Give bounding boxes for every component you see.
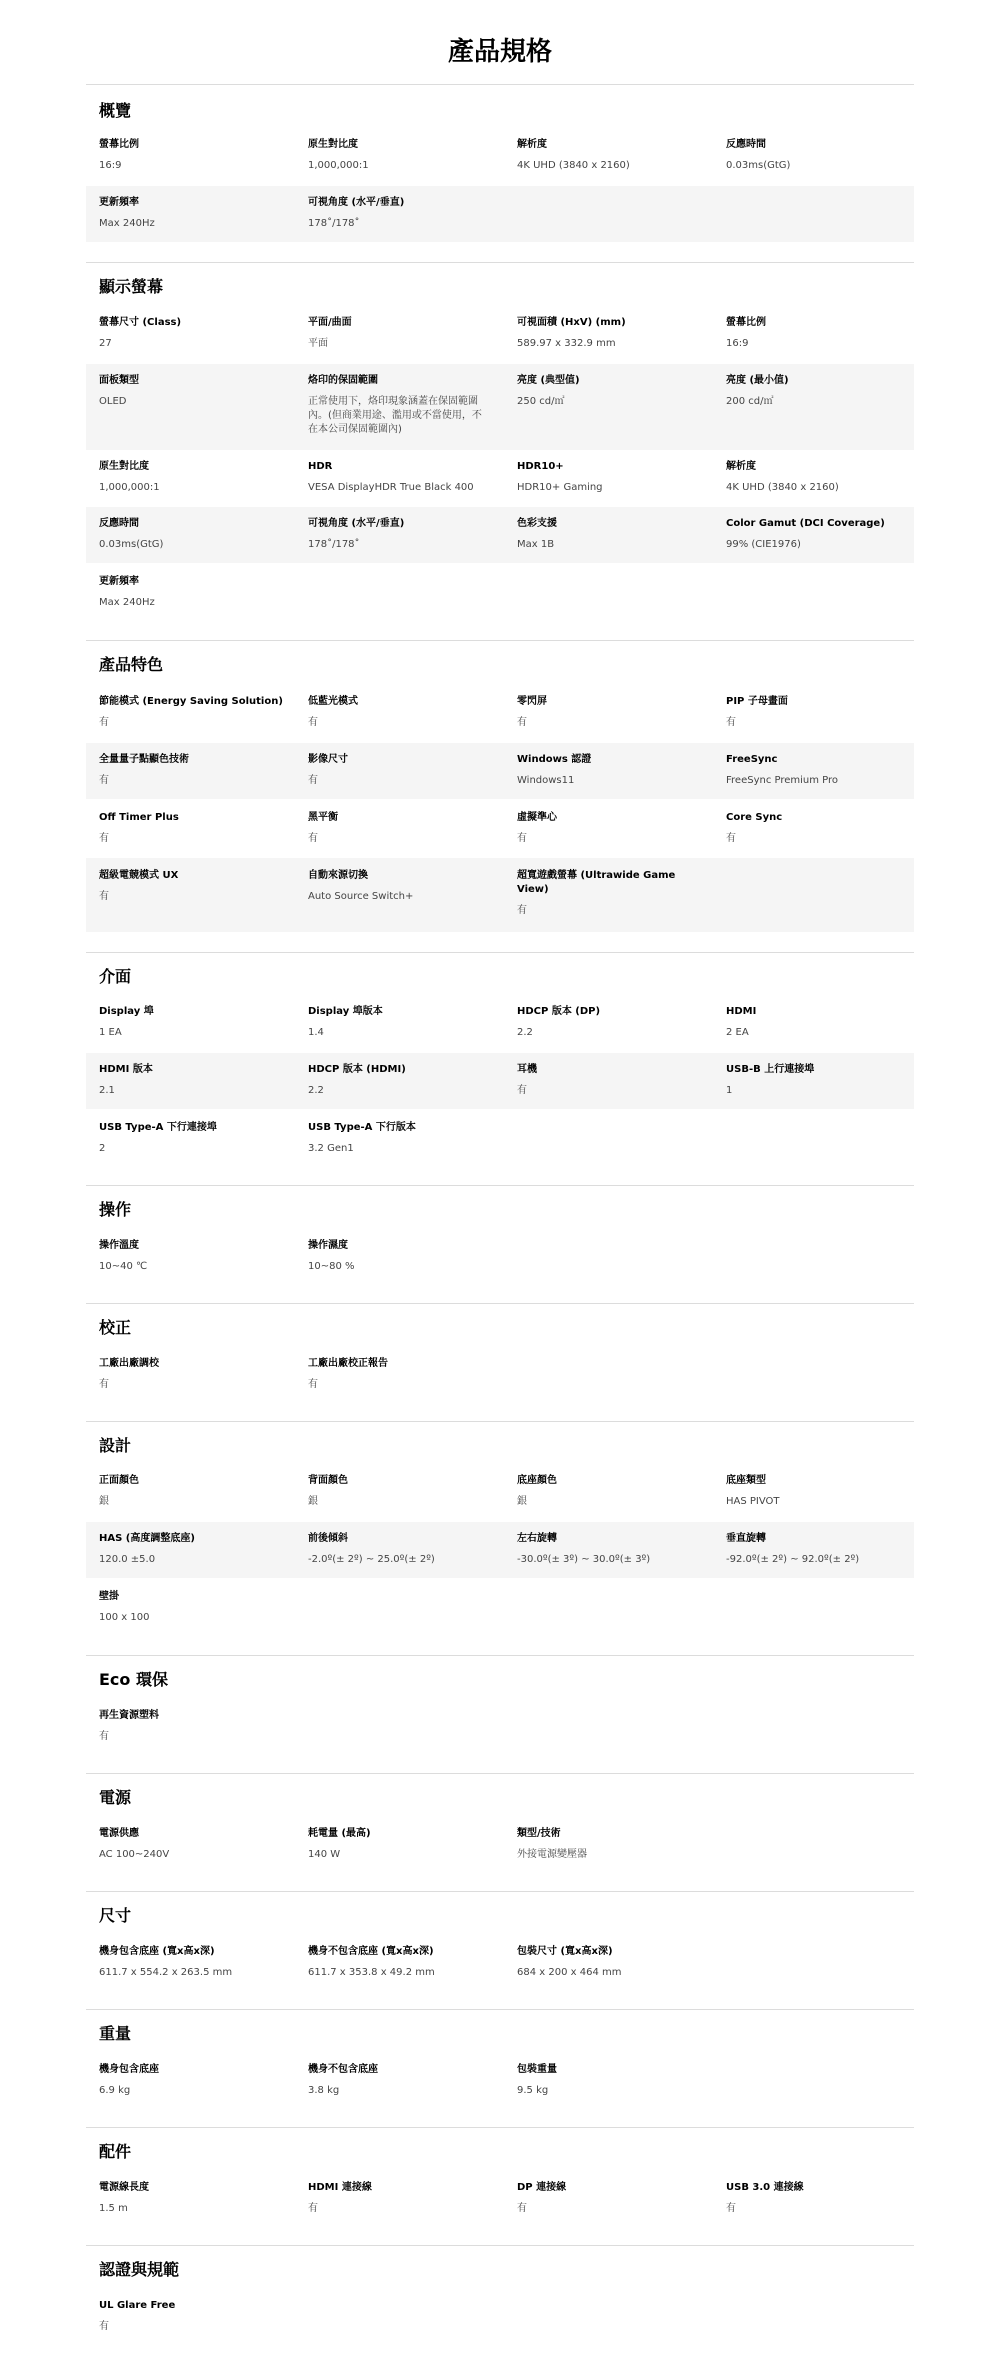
spec-item bbox=[308, 196, 508, 231]
section-title-operation: 操作 bbox=[99, 1200, 132, 1219]
spec-value: -30.0º(± 3º) ~ 30.0º(± 3º) bbox=[517, 1554, 651, 1565]
spec-value: 16:9 bbox=[726, 338, 749, 349]
spec-item bbox=[99, 460, 299, 495]
spec-value: HDR10+ Gaming bbox=[517, 482, 603, 493]
spec-value: 0.03ms(GtG) bbox=[726, 160, 791, 171]
spec-item bbox=[726, 1063, 926, 1098]
spec-item bbox=[726, 138, 926, 173]
spec-value: 200 cd/㎡ bbox=[726, 396, 774, 407]
spec-item bbox=[308, 1532, 508, 1567]
spec-label: HDCP 版本 (DP) bbox=[517, 1006, 601, 1017]
spec-value: 1 EA bbox=[99, 1027, 122, 1038]
spec-label: 全量量子點顯色技術 bbox=[99, 754, 189, 765]
spec-label: 左右旋轉 bbox=[517, 1533, 557, 1544]
spec-item bbox=[726, 374, 926, 409]
spec-item bbox=[726, 2181, 926, 2216]
spec-value: 有 bbox=[308, 1379, 318, 1390]
spec-item bbox=[517, 1005, 717, 1040]
spec-item bbox=[308, 138, 508, 173]
spec-item bbox=[99, 1590, 299, 1625]
spec-label: 原生對比度 bbox=[99, 461, 149, 472]
spec-label: Off Timer Plus bbox=[99, 812, 179, 823]
spec-label: 節能模式 (Energy Saving Solution) bbox=[99, 696, 283, 707]
divider bbox=[86, 2245, 914, 2246]
divider bbox=[86, 640, 914, 641]
spec-item bbox=[517, 316, 717, 351]
spec-item bbox=[308, 811, 508, 846]
spec-item bbox=[308, 753, 508, 788]
spec-value: 684 x 200 x 464 mm bbox=[517, 1967, 622, 1978]
spec-label: 壁掛 bbox=[99, 1591, 119, 1602]
spec-label: 亮度 (典型值) bbox=[517, 375, 580, 386]
spec-label: 虛擬準心 bbox=[517, 812, 557, 823]
spec-label: HDMI 連接線 bbox=[308, 2182, 372, 2193]
spec-label: 正面顏色 bbox=[99, 1475, 139, 1486]
spec-label: 可視角度 (水平/垂直) bbox=[308, 197, 405, 208]
spec-item bbox=[517, 517, 717, 552]
divider bbox=[86, 1773, 914, 1774]
spec-item bbox=[308, 316, 508, 351]
spec-label: HDMI 版本 bbox=[99, 1064, 153, 1075]
spec-item bbox=[99, 1121, 299, 1156]
spec-item bbox=[517, 869, 717, 918]
spec-value: 140 W bbox=[308, 1849, 341, 1860]
spec-value: Windows11 bbox=[517, 775, 575, 786]
section-title-features: 產品特色 bbox=[99, 655, 164, 674]
spec-value: 99% (CIE1976) bbox=[726, 539, 801, 550]
spec-item bbox=[308, 374, 508, 437]
spec-label: 工廠出廠校正報告 bbox=[308, 1358, 388, 1369]
divider bbox=[86, 2009, 914, 2010]
spec-label: 包裝重量 bbox=[517, 2064, 557, 2075]
spec-value: 2 bbox=[99, 1143, 106, 1154]
spec-value: 4K UHD (3840 x 2160) bbox=[517, 160, 630, 171]
divider bbox=[86, 262, 914, 263]
spec-value: 1,000,000:1 bbox=[308, 160, 369, 171]
spec-value: 銀 bbox=[517, 1496, 527, 1507]
spec-value: 外接電源變壓器 bbox=[517, 1849, 587, 1860]
spec-value: 有 bbox=[517, 717, 527, 728]
spec-label: 反應時間 bbox=[99, 518, 139, 529]
spec-label: 包裝尺寸 (寬x高x深) bbox=[517, 1946, 613, 1957]
spec-value: 有 bbox=[517, 1085, 527, 1096]
spec-value: 有 bbox=[99, 717, 109, 728]
spec-label: 反應時間 bbox=[726, 139, 766, 150]
spec-item bbox=[517, 138, 717, 173]
spec-value: 4K UHD (3840 x 2160) bbox=[726, 482, 839, 493]
spec-item bbox=[726, 1532, 926, 1567]
spec-label: 更新頻率 bbox=[99, 197, 139, 208]
spec-label: HDMI bbox=[726, 1006, 757, 1017]
spec-item bbox=[99, 1239, 299, 1274]
spec-label: 解析度 bbox=[517, 139, 547, 150]
spec-item bbox=[308, 1357, 508, 1392]
spec-value: Max 240Hz bbox=[99, 597, 155, 608]
spec-item bbox=[308, 517, 508, 552]
spec-label: 可視角度 (水平/垂直) bbox=[308, 518, 405, 529]
spec-label: 烙印的保固範圍 bbox=[308, 375, 378, 386]
spec-value: 0.03ms(GtG) bbox=[99, 539, 164, 550]
spec-item bbox=[726, 1474, 926, 1509]
spec-value: AC 100~240V bbox=[99, 1849, 170, 1860]
spec-value: 有 bbox=[99, 775, 109, 786]
spec-item bbox=[99, 575, 299, 610]
spec-value: 2.2 bbox=[308, 1085, 324, 1096]
spec-value: 611.7 x 353.8 x 49.2 mm bbox=[308, 1967, 435, 1978]
spec-value: Max 240Hz bbox=[99, 218, 155, 229]
spec-value: OLED bbox=[99, 396, 127, 407]
section-title-accessories: 配件 bbox=[99, 2142, 132, 2161]
spec-item bbox=[99, 1945, 299, 1980]
spec-item bbox=[517, 1063, 717, 1098]
spec-item bbox=[517, 2181, 717, 2216]
spec-item bbox=[308, 2181, 508, 2216]
spec-label: USB Type-A 下行連接埠 bbox=[99, 1122, 217, 1133]
spec-label: 螢幕比例 bbox=[99, 139, 139, 150]
spec-value: 9.5 kg bbox=[517, 2085, 549, 2096]
spec-value: 3.8 kg bbox=[308, 2085, 340, 2096]
spec-item bbox=[99, 1005, 299, 1040]
spec-value: 有 bbox=[517, 905, 527, 916]
spec-value: VESA DisplayHDR True Black 400 bbox=[308, 482, 474, 493]
spec-label: 原生對比度 bbox=[308, 139, 358, 150]
spec-label: 底座顏色 bbox=[517, 1475, 557, 1486]
spec-label: Windows 認證 bbox=[517, 754, 592, 765]
spec-value: 3.2 Gen1 bbox=[308, 1143, 354, 1154]
spec-value: 27 bbox=[99, 338, 112, 349]
spec-value: 589.97 x 332.9 mm bbox=[517, 338, 616, 349]
spec-label: 超寬遊戲螢幕 (Ultrawide Game View) bbox=[517, 870, 676, 895]
spec-item bbox=[726, 695, 926, 730]
spec-value: 平面 bbox=[308, 338, 328, 349]
spec-label: 耗電量 (最高) bbox=[308, 1828, 371, 1839]
spec-value: 100 x 100 bbox=[99, 1612, 150, 1623]
spec-item bbox=[308, 1239, 508, 1274]
spec-value: 6.9 kg bbox=[99, 2085, 131, 2096]
spec-label: 機身不包含底座 (寬x高x深) bbox=[308, 1946, 434, 1957]
spec-value: 有 bbox=[308, 833, 318, 844]
spec-value: 2.1 bbox=[99, 1085, 115, 1096]
spec-item bbox=[517, 753, 717, 788]
spec-label: UL Glare Free bbox=[99, 2300, 176, 2311]
spec-value: 250 cd/㎡ bbox=[517, 396, 565, 407]
spec-value: 有 bbox=[726, 833, 736, 844]
spec-label: USB-B 上行連接埠 bbox=[726, 1064, 815, 1075]
spec-value: 有 bbox=[726, 2203, 736, 2214]
spec-item bbox=[308, 1827, 508, 1862]
spec-value: FreeSync Premium Pro bbox=[726, 775, 839, 786]
spec-value: 銀 bbox=[99, 1496, 109, 1507]
spec-label: USB Type-A 下行版本 bbox=[308, 1122, 416, 1133]
spec-label: 更新頻率 bbox=[99, 576, 139, 587]
divider bbox=[86, 1891, 914, 1892]
spec-item bbox=[99, 1827, 299, 1862]
spec-value: 有 bbox=[517, 2203, 527, 2214]
spec-value: 1 bbox=[726, 1085, 733, 1096]
spec-value: -2.0º(± 2º) ~ 25.0º(± 2º) bbox=[308, 1554, 435, 1565]
spec-label: 機身包含底座 (寬x高x深) bbox=[99, 1946, 215, 1957]
spec-item bbox=[517, 1532, 717, 1567]
spec-item bbox=[517, 811, 717, 846]
divider bbox=[86, 1421, 914, 1422]
spec-value: 有 bbox=[99, 1731, 109, 1742]
spec-item bbox=[308, 1121, 508, 1156]
spec-label: DP 連接線 bbox=[517, 2182, 567, 2193]
divider bbox=[86, 1303, 914, 1304]
spec-value: 有 bbox=[517, 833, 527, 844]
spec-label: 操作溫度 bbox=[99, 1240, 139, 1251]
spec-item bbox=[308, 695, 508, 730]
spec-value: 1.4 bbox=[308, 1027, 324, 1038]
spec-label: 自動來源切換 bbox=[308, 870, 368, 881]
spec-item bbox=[99, 1474, 299, 1509]
spec-label: 超級電競模式 UX bbox=[99, 870, 179, 881]
spec-label: 操作濕度 bbox=[308, 1240, 348, 1251]
spec-value: Max 1B bbox=[517, 539, 555, 550]
spec-label: 底座類型 bbox=[726, 1475, 766, 1486]
spec-item bbox=[99, 196, 299, 231]
spec-label: 工廠出廠調校 bbox=[99, 1358, 159, 1369]
section-title-eco: Eco 環保 bbox=[99, 1670, 168, 1689]
spec-label: Core Sync bbox=[726, 812, 783, 823]
section-title-interface: 介面 bbox=[99, 967, 132, 986]
spec-value: -92.0º(± 2º) ~ 92.0º(± 2º) bbox=[726, 1554, 860, 1565]
spec-label: 平面/曲面 bbox=[308, 317, 352, 328]
spec-item bbox=[517, 1474, 717, 1509]
spec-value: 611.7 x 554.2 x 263.5 mm bbox=[99, 1967, 233, 1978]
spec-value: HAS PIVOT bbox=[726, 1496, 780, 1507]
spec-value: 178˚/178˚ bbox=[308, 218, 360, 229]
spec-value: 正常使用下，烙印現象涵蓋在保固範圍內。(但商業用途、濫用或不當使用，不在本公司保固範圍內) bbox=[308, 396, 482, 435]
spec-item bbox=[517, 374, 717, 409]
spec-label: Display 埠版本 bbox=[308, 1006, 383, 1017]
spec-item bbox=[308, 1005, 508, 1040]
spec-item bbox=[99, 869, 299, 904]
spec-label: 前後傾斜 bbox=[308, 1533, 348, 1544]
spec-label: USB 3.0 連接線 bbox=[726, 2182, 804, 2193]
spec-label: 螢幕尺寸 (Class) bbox=[99, 317, 182, 328]
spec-value: 2 EA bbox=[726, 1027, 749, 1038]
section-title-design: 設計 bbox=[99, 1436, 132, 1455]
spec-value: 1.5 m bbox=[99, 2203, 128, 2214]
divider bbox=[86, 2127, 914, 2128]
spec-item bbox=[99, 138, 299, 173]
spec-value: 有 bbox=[99, 2321, 109, 2332]
spec-item bbox=[308, 2063, 508, 2098]
spec-value: 2.2 bbox=[517, 1027, 533, 1038]
spec-label: HDCP 版本 (HDMI) bbox=[308, 1064, 406, 1075]
spec-label: PIP 子母畫面 bbox=[726, 696, 788, 707]
spec-value: Auto Source Switch+ bbox=[308, 891, 414, 902]
spec-value: 178˚/178˚ bbox=[308, 539, 360, 550]
spec-item bbox=[308, 1474, 508, 1509]
spec-item bbox=[99, 374, 299, 409]
spec-label: 黑平衡 bbox=[308, 812, 338, 823]
spec-item bbox=[726, 517, 926, 552]
spec-label: 機身包含底座 bbox=[99, 2064, 159, 2075]
spec-value: 120.0 ±5.0 bbox=[99, 1554, 156, 1565]
spec-label: 低藍光模式 bbox=[308, 696, 358, 707]
spec-item bbox=[99, 1063, 299, 1098]
spec-item bbox=[308, 460, 508, 495]
spec-value: 有 bbox=[726, 717, 736, 728]
spec-value: 有 bbox=[99, 1379, 109, 1390]
spec-item bbox=[308, 869, 508, 904]
spec-item bbox=[517, 695, 717, 730]
spec-value: 有 bbox=[308, 775, 318, 786]
section-title-weight: 重量 bbox=[99, 2024, 132, 2043]
spec-label: 電源供應 bbox=[99, 1828, 139, 1839]
spec-label: Display 埠 bbox=[99, 1006, 154, 1017]
spec-item bbox=[99, 1532, 299, 1567]
spec-item bbox=[517, 2063, 717, 2098]
spec-label: 背面顏色 bbox=[308, 1475, 348, 1486]
spec-item bbox=[99, 316, 299, 351]
spec-label: 電源線長度 bbox=[99, 2182, 149, 2193]
page-title: 產品規格 bbox=[447, 37, 552, 67]
spec-label: 零閃屏 bbox=[517, 696, 547, 707]
spec-label: Color Gamut (DCI Coverage) bbox=[726, 518, 885, 529]
spec-item bbox=[726, 811, 926, 846]
spec-value: 有 bbox=[99, 891, 109, 902]
spec-label: HAS (高度調整底座) bbox=[99, 1533, 195, 1544]
spec-value: 10~80 % bbox=[308, 1261, 355, 1272]
section-title-certification: 認證與規範 bbox=[99, 2260, 180, 2279]
spec-label: 亮度 (最小值) bbox=[726, 375, 789, 386]
spec-item bbox=[99, 811, 299, 846]
spec-label: 螢幕比例 bbox=[726, 317, 766, 328]
spec-item bbox=[99, 695, 299, 730]
spec-label: 垂直旋轉 bbox=[726, 1533, 766, 1544]
divider bbox=[86, 1655, 914, 1656]
spec-item bbox=[99, 517, 299, 552]
spec-label: 色彩支援 bbox=[517, 518, 557, 529]
spec-item bbox=[99, 2063, 299, 2098]
spec-item bbox=[726, 1005, 926, 1040]
spec-item bbox=[726, 316, 926, 351]
divider bbox=[86, 84, 914, 85]
spec-label: 可視面積 (HxV) (mm) bbox=[517, 317, 626, 328]
spec-item bbox=[99, 1357, 299, 1392]
spec-label: 機身不包含底座 bbox=[308, 2064, 378, 2075]
spec-label: 耳機 bbox=[517, 1064, 537, 1075]
spec-item bbox=[308, 1063, 508, 1098]
spec-item bbox=[99, 2181, 299, 2216]
spec-item bbox=[99, 753, 299, 788]
spec-value: 1,000,000:1 bbox=[99, 482, 160, 493]
spec-label: FreeSync bbox=[726, 754, 778, 765]
spec-item bbox=[99, 1709, 299, 1744]
spec-label: 再生資源塑料 bbox=[99, 1710, 159, 1721]
spec-label: 類型/技術 bbox=[517, 1828, 561, 1839]
spec-item bbox=[308, 1945, 508, 1980]
section-title-power: 電源 bbox=[99, 1788, 132, 1807]
spec-value: 銀 bbox=[308, 1496, 318, 1507]
spec-label: HDR10+ bbox=[517, 461, 564, 472]
spec-item bbox=[726, 753, 926, 788]
section-title-overview: 概覽 bbox=[99, 101, 132, 120]
section-title-display: 顯示螢幕 bbox=[99, 277, 164, 296]
spec-value: 有 bbox=[308, 717, 318, 728]
spec-value: 有 bbox=[99, 833, 109, 844]
divider bbox=[86, 1185, 914, 1186]
spec-label: HDR bbox=[308, 461, 333, 472]
spec-label: 面板類型 bbox=[99, 375, 139, 386]
section-title-calibration: 校正 bbox=[99, 1318, 132, 1337]
section-title-dimensions: 尺寸 bbox=[99, 1906, 132, 1925]
spec-label: 解析度 bbox=[726, 461, 756, 472]
divider bbox=[86, 952, 914, 953]
spec-label: 影像尺寸 bbox=[308, 754, 348, 765]
spec-item bbox=[517, 1945, 717, 1980]
spec-item bbox=[726, 460, 926, 495]
spec-value: 有 bbox=[308, 2203, 318, 2214]
spec-item bbox=[517, 1827, 717, 1862]
spec-item bbox=[99, 2299, 299, 2334]
spec-value: 16:9 bbox=[99, 160, 122, 171]
spec-item bbox=[517, 460, 717, 495]
spec-value: 10~40 ℃ bbox=[99, 1261, 148, 1272]
